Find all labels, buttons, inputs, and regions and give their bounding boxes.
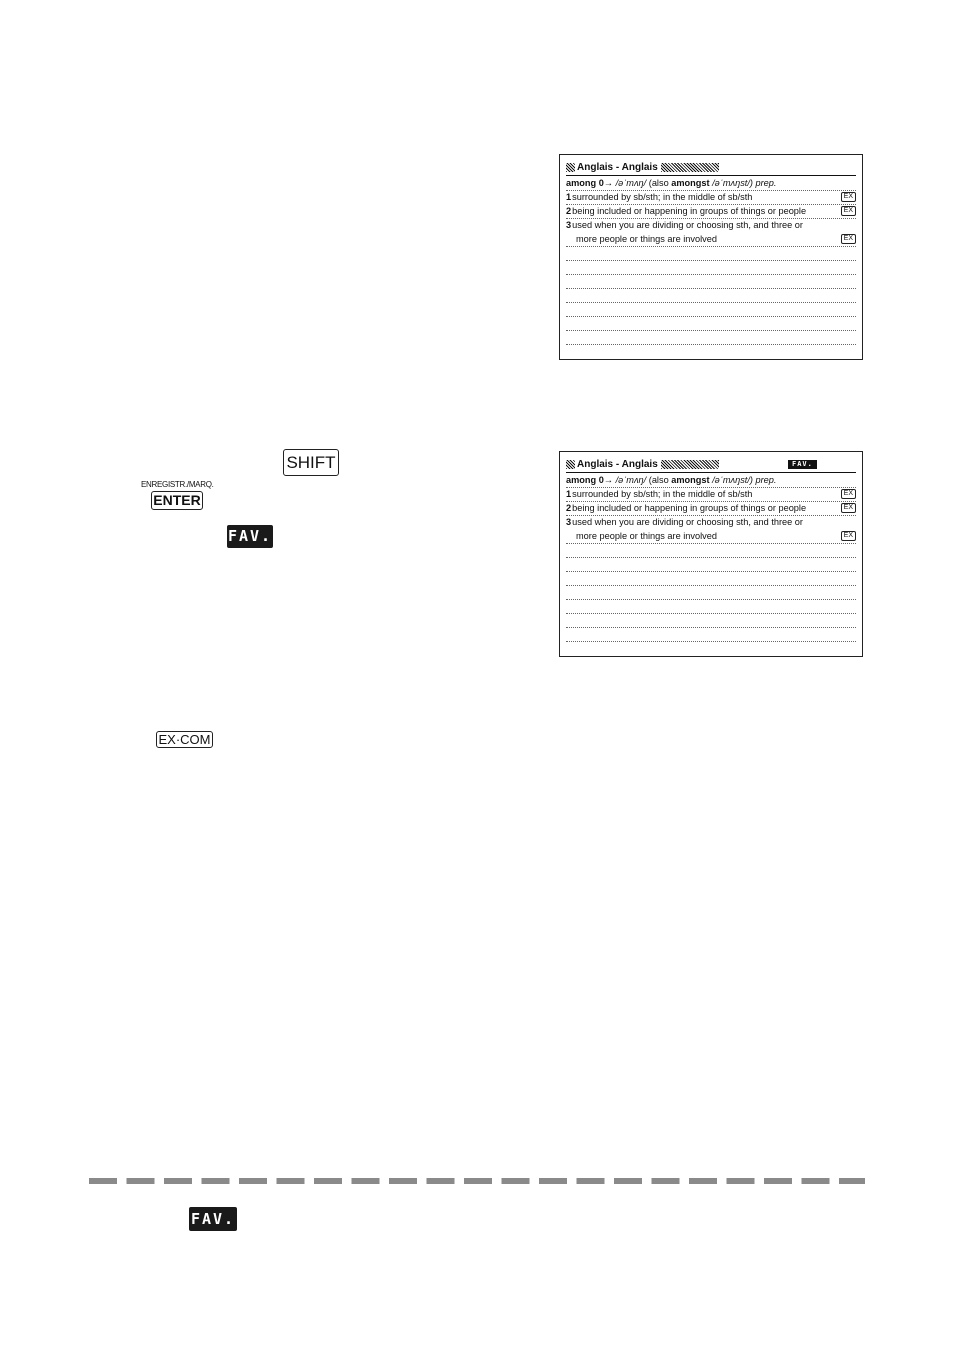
empty-line	[566, 543, 856, 558]
example-button[interactable]: EX	[841, 234, 856, 244]
empty-line	[566, 627, 856, 642]
hatch-bar	[661, 460, 719, 469]
entry-line: among 0→ /əˈmʌŋ/ (also amongst /əˈmʌŋst/) prep.	[566, 473, 856, 488]
hatch-bar	[661, 163, 719, 172]
sense-line: 3used when you are dividing or choosing sth, and three or	[566, 220, 803, 230]
empty-line	[566, 246, 856, 261]
sense-line: 1surrounded by sb/sth; in the middle of sb/sth EX	[566, 190, 856, 205]
dashed-separator	[89, 1178, 865, 1184]
dictionary-screen-1	[559, 154, 863, 360]
screen-header	[566, 458, 856, 473]
empty-line	[566, 585, 856, 600]
entry-line: among 0→ /əˈmʌŋ/ (also amongst /əˈmʌŋst/) prep.	[566, 176, 856, 191]
empty-line	[566, 260, 856, 275]
dictionary-title: Anglais - Anglais	[577, 459, 658, 470]
screen-header	[566, 161, 856, 176]
example-button[interactable]: EX	[841, 503, 856, 513]
empty-line	[566, 288, 856, 303]
dictionary-title: Anglais - Anglais	[577, 162, 658, 173]
empty-line	[566, 330, 856, 345]
empty-line	[566, 274, 856, 289]
example-button[interactable]: EX	[841, 489, 856, 499]
empty-line	[566, 316, 856, 331]
sense-line: 1surrounded by sb/sth; in the middle of sb/sth EX	[566, 487, 856, 502]
shift-key: SHIFT	[283, 449, 339, 476]
enter-key: ENTER	[151, 491, 203, 510]
sense-line: 2being included or happening in groups of things or people EX	[566, 204, 856, 219]
sense-line: more people or things are involved EX	[566, 529, 856, 544]
dictionary-screen-2	[559, 451, 863, 657]
sense-line: 3used when you are dividing or choosing sth, and three or	[566, 517, 803, 527]
empty-line	[566, 613, 856, 628]
sense-line: 2being included or happening in groups of things or people EX	[566, 501, 856, 516]
example-button[interactable]: EX	[841, 531, 856, 541]
empty-line	[566, 599, 856, 614]
empty-line	[566, 557, 856, 572]
example-button[interactable]: EX	[841, 192, 856, 202]
enter-key-label: ENREGISTR./MARQ.	[141, 480, 214, 489]
fav-icon: FAV.	[227, 525, 273, 548]
hatch-icon	[566, 163, 575, 172]
example-button[interactable]: EX	[841, 206, 856, 216]
fav-badge: FAV.	[788, 460, 817, 469]
fav-icon: FAV.	[189, 1207, 237, 1231]
hatch-icon	[566, 460, 575, 469]
empty-line	[566, 571, 856, 586]
excom-key: EX·COM	[156, 731, 213, 748]
sense-line: more people or things are involved EX	[566, 232, 856, 247]
empty-line	[566, 302, 856, 317]
